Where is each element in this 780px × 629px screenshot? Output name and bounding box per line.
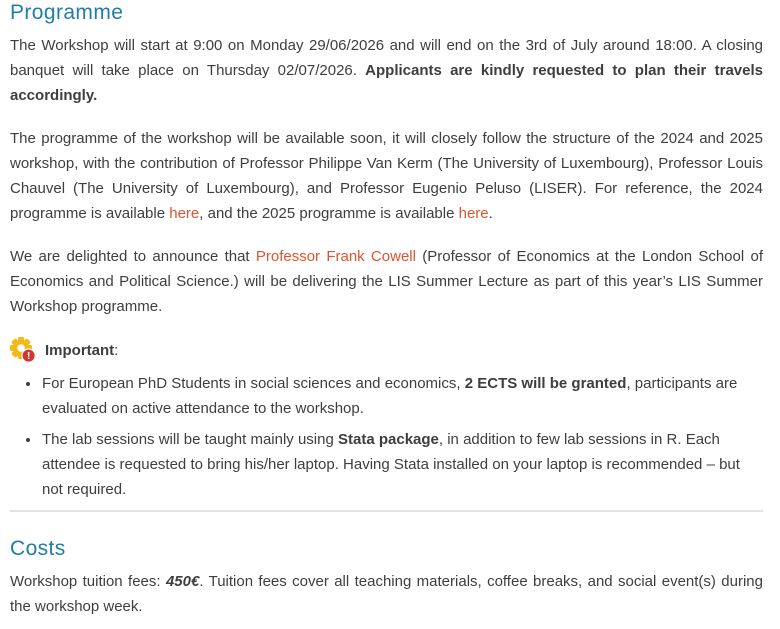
paragraph-schedule: [10, 33, 763, 108]
paragraph-lecture: [10, 244, 763, 319]
stata-text: The lab sessions will be taught mainly using: [42, 431, 338, 448]
gear-alert-icon: [10, 337, 36, 363]
ects-text-2: , participants are evaluated on active attendance to the workshop.: [42, 375, 738, 417]
link-frank-cowell[interactable]: Professor Frank Cowell: [255, 248, 416, 265]
lecture-text: We are delighted to announce that: [10, 248, 256, 265]
link-2024-programme[interactable]: here: [169, 205, 200, 222]
lecture-text-2: (Professor of Economics at the London School of Economics and Political Science.) will be delivering the LIS Summer Lecture as part of this year’s LIS Summer Workshop programme.: [10, 248, 763, 315]
important-colon: :: [114, 341, 119, 359]
programme-info-text: The programme of the workshop will be available soon, it will closely follow the structure of the 2024 and 2025 workshop, with the contribution of Professor Philippe Van Kerm (The University of Luxembourg), Professor Louis Chauvel (The University of Luxembourg), and Professor Eugenio Peluso (LISER). For reference, the 2024 programme is available: [10, 130, 763, 222]
list-item-stata: [41, 427, 763, 502]
paragraph-fees: [10, 569, 763, 619]
important-label: Important: [45, 341, 115, 359]
costs-heading: Costs: [10, 537, 66, 560]
ects-text: For European PhD Students in social sciences and economics,: [42, 375, 465, 392]
programme-heading: Programme: [10, 1, 124, 24]
list-item-ects: [41, 371, 763, 421]
important-label-wrap: [45, 338, 118, 363]
svg-text:!: !: [26, 350, 31, 363]
ects-bold: 2 ECTS will be granted: [464, 375, 627, 392]
fees-amount: 450€: [165, 573, 200, 590]
important-list: [10, 371, 763, 502]
important-note: [10, 337, 763, 363]
section-divider: [10, 510, 763, 512]
programme-info-text-3: .: [488, 205, 493, 222]
schedule-text: The Workshop will start at 9:00 on Monday 29/06/2026 and will end on the 3rd of July around 18:00. A closing banquet will take place on Thursday 02/07/2026.: [10, 37, 763, 79]
schedule-bold-note: Applicants are kindly requested to plan their travels accordingly.: [10, 62, 763, 104]
fees-text: Workshop tuition fees:: [10, 573, 166, 590]
stata-bold: Stata package: [338, 431, 439, 448]
programme-info-text-2: , and the 2025 programme is available: [199, 205, 459, 222]
link-2025-programme[interactable]: here: [458, 205, 489, 222]
paragraph-programme-info: [10, 126, 763, 226]
stata-text-2: , in addition to few lab sessions in R. Each attendee is requested to bring his/her laptop. Having Stata installed on your laptop is recommended – but not required.: [42, 431, 740, 498]
fees-text-2: . Tuition fees cover all teaching materials, coffee breaks, and social event(s) during the workshop week.: [10, 573, 763, 615]
